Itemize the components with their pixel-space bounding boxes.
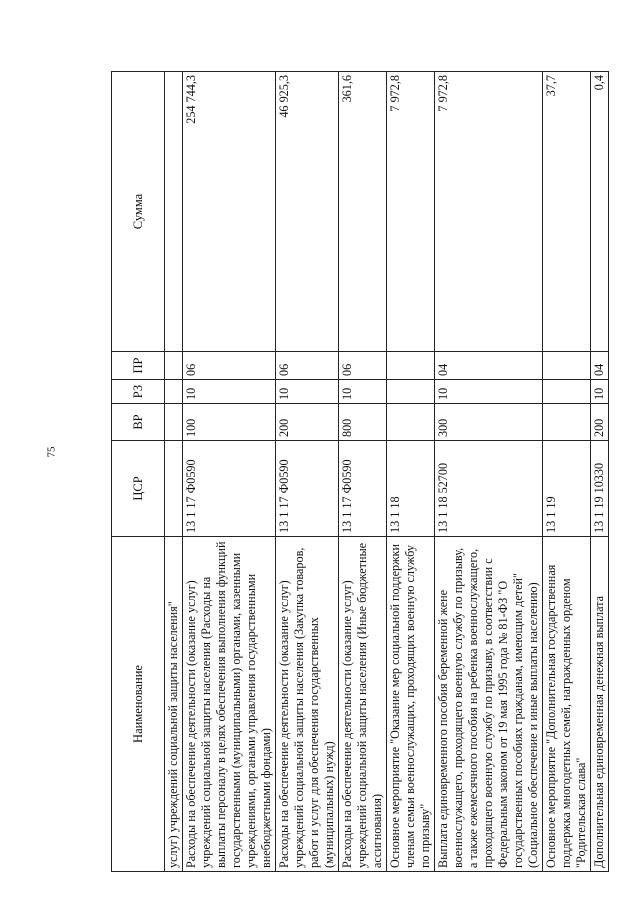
cell-rz <box>165 380 183 404</box>
header-row <box>112 72 165 872</box>
header-rz: РЗ <box>112 380 165 404</box>
cell-pr: 06 <box>339 352 387 380</box>
cell-rz <box>387 380 435 404</box>
page-number: 75 <box>45 446 58 458</box>
cell-csr: 13 1 19 10330 <box>591 441 609 537</box>
cell-vr <box>165 404 183 441</box>
table-row <box>276 72 339 872</box>
table-row <box>339 72 387 872</box>
header-csr: ЦСР <box>112 441 165 537</box>
cell-vr: 300 <box>435 404 543 441</box>
table-row <box>183 72 276 872</box>
cell-csr: 13 1 18 52700 <box>435 441 543 537</box>
cell-rz: 10 <box>591 380 609 404</box>
cell-vr <box>387 404 435 441</box>
rotated-table-container <box>111 72 611 872</box>
cell-pr: 04 <box>435 352 543 380</box>
cell-rz <box>543 380 591 404</box>
cell-sum: 361,6 <box>339 72 387 352</box>
cell-vr <box>543 404 591 441</box>
cell-sum: 37,7 <box>543 72 591 352</box>
budget-table <box>111 71 609 872</box>
cell-sum <box>165 72 183 352</box>
cell-name: Выплата единовременного пособия беременной жене военнослужащего, проходящего военную службу по призыву, а также ежемесячного пособия на ребенка военнослужащего, проходящего военную службу по призыву, в соответствии с Федеральным законом от 19 мая 1995 года № 81-ФЗ "О государственных пособиях гражданам, имеющим детей" (Социальное обеспечение и иные выплаты населению) <box>435 537 543 872</box>
cell-pr <box>387 352 435 380</box>
cell-sum: 7 972,8 <box>435 72 543 352</box>
cell-pr <box>543 352 591 380</box>
cell-csr: 13 1 17 Ф0590 <box>276 441 339 537</box>
cell-name: Дополнительная единовременная денежная выплата <box>591 537 609 872</box>
cell-vr: 200 <box>276 404 339 441</box>
cell-csr: 13 1 17 Ф0590 <box>183 441 276 537</box>
cell-name: Расходы на обеспечение деятельности (оказание услуг) учреждений социальной защиты населения (Расходы на выплаты персоналу в целях обеспечения выполнения функций государственными (муниципальными) органами, казенными учреждениями, органами управления государственными внебюджетными фондами) <box>183 537 276 872</box>
header-name: Наименование <box>112 537 165 872</box>
cell-sum: 46 925,3 <box>276 72 339 352</box>
cell-pr: 06 <box>276 352 339 380</box>
cell-csr: 13 1 17 Ф0590 <box>339 441 387 537</box>
cell-rz: 10 <box>339 380 387 404</box>
cell-rz: 10 <box>183 380 276 404</box>
cell-name: услуг) учреждений социальной защиты населения" <box>165 537 183 872</box>
cell-name: Основное мероприятие "Дополнительная государственная поддержка многодетных семей, награжденных орденом "Родительская слава" <box>543 537 591 872</box>
table-row <box>435 72 543 872</box>
cell-csr: 13 1 19 <box>543 441 591 537</box>
table-row <box>591 72 609 872</box>
table-body <box>165 72 609 872</box>
cell-vr: 100 <box>183 404 276 441</box>
header-vr: ВР <box>112 404 165 441</box>
table-row <box>543 72 591 872</box>
cell-pr: 06 <box>183 352 276 380</box>
cell-vr: 800 <box>339 404 387 441</box>
header-sum: Сумма <box>112 72 165 352</box>
cell-pr <box>165 352 183 380</box>
cell-name: Расходы на обеспечение деятельности (оказание услуг) учреждений социальной защиты населения (Закупка товаров, работ и услуг для обеспечения государственных (муниципальных) нужд) <box>276 537 339 872</box>
cell-sum: 7 972,8 <box>387 72 435 352</box>
cell-csr: 13 1 18 <box>387 441 435 537</box>
cell-sum: 0,4 <box>591 72 609 352</box>
cell-name: Основное мероприятие "Оказание мер социальной поддержки членам семьи военнослужащих, проходящих военную службу по призыву" <box>387 537 435 872</box>
cell-rz: 10 <box>276 380 339 404</box>
cell-sum: 254 744,3 <box>183 72 276 352</box>
header-pr: ПР <box>112 352 165 380</box>
table-row <box>165 72 183 872</box>
cell-pr: 04 <box>591 352 609 380</box>
cell-csr <box>165 441 183 537</box>
table-row <box>387 72 435 872</box>
cell-name: Расходы на обеспечение деятельности (оказание услуг) учреждений социальной защиты населения (Иные бюджетные ассигнования) <box>339 537 387 872</box>
table-header <box>112 72 165 872</box>
cell-vr: 200 <box>591 404 609 441</box>
cell-rz: 10 <box>435 380 543 404</box>
